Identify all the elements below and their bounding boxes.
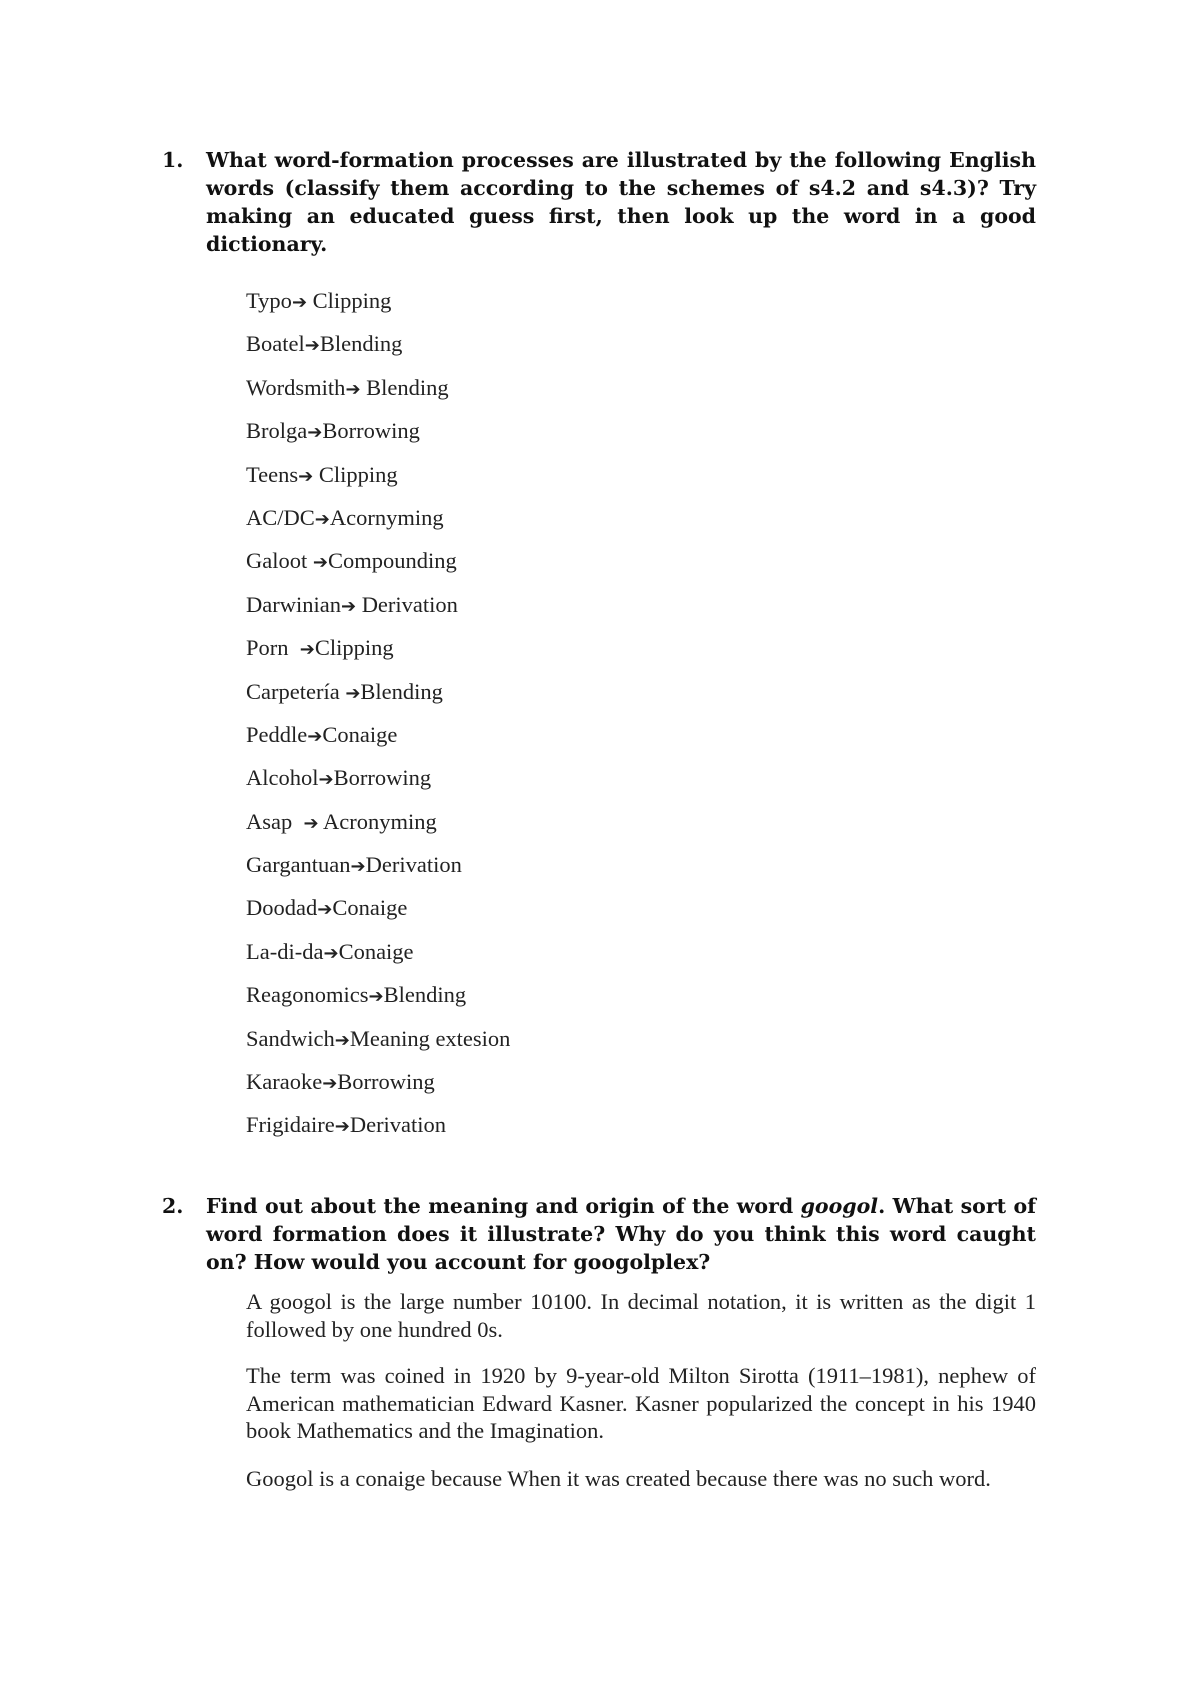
arrow-right-icon: ➔ [334,1029,350,1051]
word-term: Frigidaire [246,1112,335,1138]
word-process: Acornyming [329,504,444,530]
word-term: Doodad [246,895,318,921]
word-process: Compounding [327,548,457,574]
arrow-right-icon: ➔ [350,856,366,878]
word-process: Borrowing [337,1069,435,1095]
arrow-right-icon: ➔ [307,422,323,444]
arrow-right-icon: ➔ [340,595,357,617]
word-process: Meaning extesion [349,1025,511,1051]
word-process: Blending [383,982,467,1008]
word-process: Blending [366,374,449,400]
word-list-item [246,977,510,1020]
word-list-item [246,1107,510,1150]
word-process: Borrowing [333,765,432,791]
word-list-item [246,326,510,369]
word-list-item [246,760,510,803]
word-term: Asap [246,808,304,834]
word-process: Clipping [314,635,394,661]
word-list-item [246,847,510,890]
arrow-right-icon: ➔ [323,942,339,964]
question-2-number: 2. [162,1194,184,1218]
word-list-item [246,674,510,717]
word-term: La-di-da [246,938,324,964]
question-1-text: What word-formation processes are illustrated by the following English words (classify them according to the schemes of s4.2 and s4.3)? Try making an educated guess first, then look up the word in a good dictionary. [206,148,1036,256]
word-term: Boatel [246,331,305,357]
answer-paragraph-1: A googol is the large number 10100. In decimal notation, it is written as the digit 1 followed by one hundred 0s. [246,1289,1036,1342]
arrow-right-icon: ➔ [317,899,333,921]
word-process: Clipping [318,461,398,487]
question-1 [162,146,1036,258]
word-list-item [246,717,510,760]
arrow-right-icon: ➔ [298,465,314,487]
word-term: Galoot [246,548,313,574]
arrow-right-icon: ➔ [322,1073,338,1095]
question-2 [162,1192,1036,1276]
word-process: Conaige [322,721,398,747]
word-term: Carpetería [246,678,346,704]
arrow-right-icon: ➔ [345,682,361,704]
word-term: Reagonomics [246,982,369,1008]
word-term: Wordsmith [246,374,346,400]
arrow-right-icon: ➔ [299,639,315,661]
word-term: Gargantuan [246,852,351,878]
word-list-item [246,1021,510,1064]
word-list-item [246,543,510,586]
word-process: Clipping [312,288,392,313]
arrow-right-icon: ➔ [291,292,308,313]
word-process: Blending [319,331,403,357]
word-list-item [246,1064,510,1107]
word-list-item [246,890,510,933]
question-2-text-before: Find out about the meaning and origin of the word [206,1194,801,1218]
answer-paragraph-3: Googol is a conaige because When it was created because there was no such word. [246,1466,991,1491]
word-list-item [246,934,510,977]
word-term: Teens [246,461,299,487]
word-list-item [246,587,510,630]
word-term: Karaoke [246,1069,323,1095]
word-process: Acronyming [322,808,437,834]
arrow-right-icon: ➔ [345,378,361,400]
arrow-right-icon: ➔ [303,812,319,834]
word-term: AC/DC [246,504,315,530]
word-process: Blending [360,678,443,704]
answer-paragraph-2: The term was coined in 1920 by 9-year-old Milton Sirotta (1911–1981), nephew of American mathematician Edward Kasner. Kasner popularized the concept in his 1940 book Mathematics and the Imagination. [246,1363,1036,1443]
word-term: Sandwich [246,1025,335,1051]
word-list-item [246,804,510,847]
arrow-right-icon: ➔ [314,508,330,530]
arrow-right-icon: ➔ [334,1116,350,1138]
arrow-right-icon: ➔ [312,552,328,574]
word-term: Peddle [246,721,308,747]
word-process: Borrowing [322,418,420,444]
word-list-item [246,283,510,326]
word-list-item [246,457,510,500]
word-process: Derivation [365,852,462,878]
word-list-item [246,413,510,456]
word-term: Typo [246,288,292,313]
arrow-right-icon: ➔ [307,725,323,747]
arrow-right-icon: ➔ [304,335,320,357]
arrow-right-icon: ➔ [318,769,334,791]
word-process: Conaige [338,938,414,964]
arrow-right-icon: ➔ [368,986,384,1008]
word-term: Porn [246,635,300,661]
question-2-text-after: . What sort of word formation does it illustrate? Why do you think this word caught on? How would you account for googolplex? [206,1194,1036,1274]
word-process: Derivation [349,1112,447,1138]
question-1-number: 1. [162,148,184,172]
word-term: Brolga [246,418,308,444]
question-2-keyword: googol [800,1194,879,1218]
word-process: Conaige [332,895,408,921]
word-term: Darwinian [246,591,341,617]
word-term: Alcohol [246,765,319,791]
word-list-item [246,630,510,673]
word-process: Derivation [361,591,458,617]
word-list-item [246,370,510,413]
word-list-item [246,500,510,543]
word-formation-list [246,283,510,1151]
